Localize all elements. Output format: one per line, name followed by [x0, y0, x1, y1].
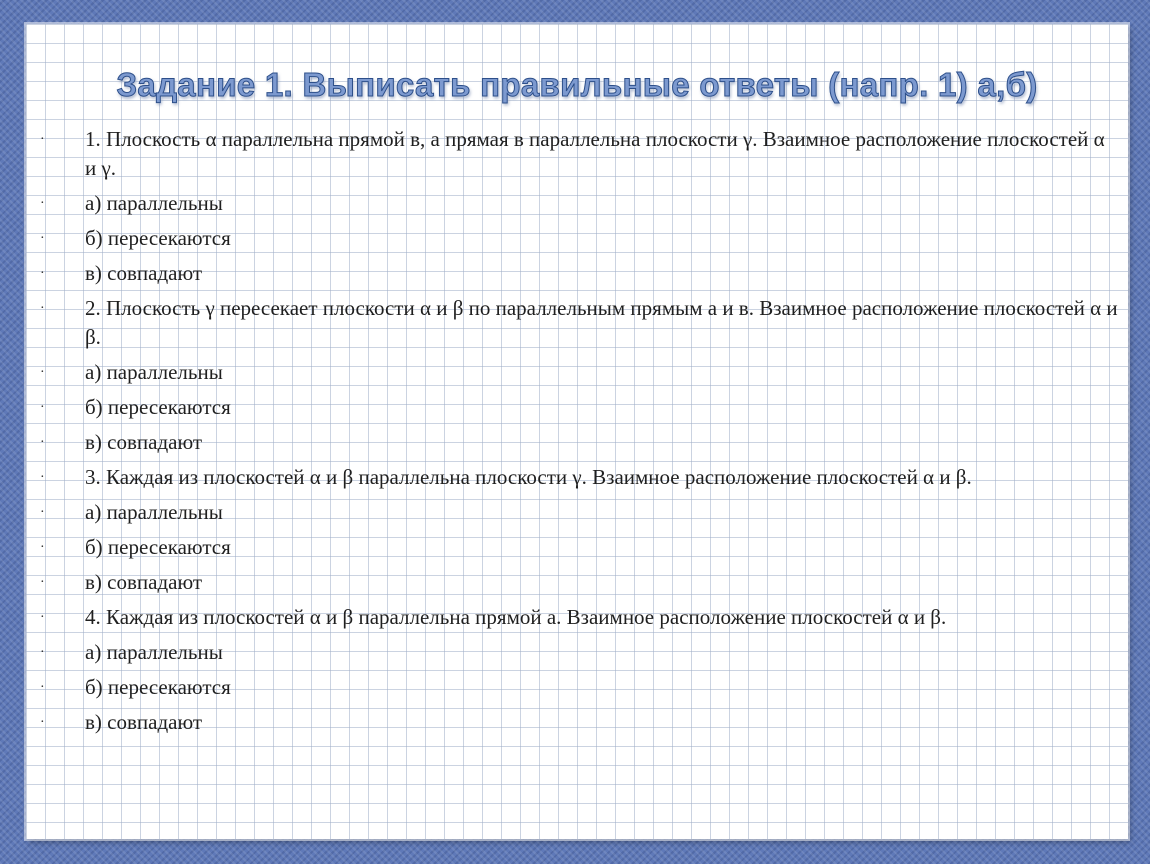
question-1 — [40, 125, 1120, 183]
bullet-icon: · — [40, 645, 45, 660]
bullet-icon: · — [40, 715, 45, 730]
answer-option — [40, 189, 1120, 218]
question-4 — [40, 603, 1120, 632]
answer-option — [40, 638, 1120, 667]
option-text: б) пересекаются — [85, 395, 231, 419]
bullet-icon: · — [40, 470, 45, 485]
option-text: б) пересекаются — [85, 675, 231, 699]
option-text: а) параллельны — [85, 360, 223, 384]
bullet-icon: · — [40, 365, 45, 380]
option-text: б) пересекаются — [85, 226, 231, 250]
option-text: а) параллельны — [85, 191, 223, 215]
answer-option — [40, 498, 1120, 527]
answer-option — [40, 568, 1120, 597]
question-text: 4. Каждая из плоскостей α и β параллельна прямой а. Взаимное расположение плоскостей α и β. — [85, 605, 947, 629]
question-2 — [40, 294, 1120, 352]
bullet-icon: · — [40, 301, 45, 316]
answer-option — [40, 428, 1120, 457]
bullet-icon: · — [40, 575, 45, 590]
answer-option — [40, 358, 1120, 387]
question-3 — [40, 463, 1120, 492]
option-text: в) совпадают — [85, 261, 203, 285]
bullet-icon: · — [40, 132, 45, 147]
question-text: 3. Каждая из плоскостей α и β параллельна плоскости γ. Взаимное расположение плоскостей α и β. — [85, 465, 972, 489]
answer-option — [40, 393, 1120, 422]
question-text: 1. Плоскость α параллельна прямой в, а прямая в параллельна плоскости γ. Взаимное расположение плоскостей α и γ. — [85, 127, 1105, 180]
bullet-icon: · — [40, 196, 45, 211]
answer-option — [40, 259, 1120, 288]
answer-option — [40, 708, 1120, 737]
bullet-icon: · — [40, 540, 45, 555]
option-text: а) параллельны — [85, 640, 223, 664]
option-text: б) пересекаются — [85, 535, 231, 559]
slide — [26, 24, 1128, 839]
option-text: в) совпадают — [85, 570, 203, 594]
bullet-icon: · — [40, 231, 45, 246]
bullet-icon: · — [40, 610, 45, 625]
answer-option — [40, 224, 1120, 253]
bullet-icon: · — [40, 680, 45, 695]
slide-title: Задание 1. Выписать правильные ответы (напр. 1) а,б) — [116, 66, 1038, 103]
option-text: в) совпадают — [85, 710, 203, 734]
bullet-icon: · — [40, 400, 45, 415]
bullet-icon: · — [40, 266, 45, 281]
answer-option — [40, 533, 1120, 562]
bullet-icon: · — [40, 435, 45, 450]
answer-option — [40, 673, 1120, 702]
question-text: 2. Плоскость γ пересекает плоскости α и β по параллельным прямым а и в. Взаимное расположение плоскостей α и β. — [85, 296, 1118, 349]
bullet-icon: · — [40, 505, 45, 520]
question-list — [40, 125, 1120, 743]
option-text: в) совпадают — [85, 430, 203, 454]
option-text: а) параллельны — [85, 500, 223, 524]
